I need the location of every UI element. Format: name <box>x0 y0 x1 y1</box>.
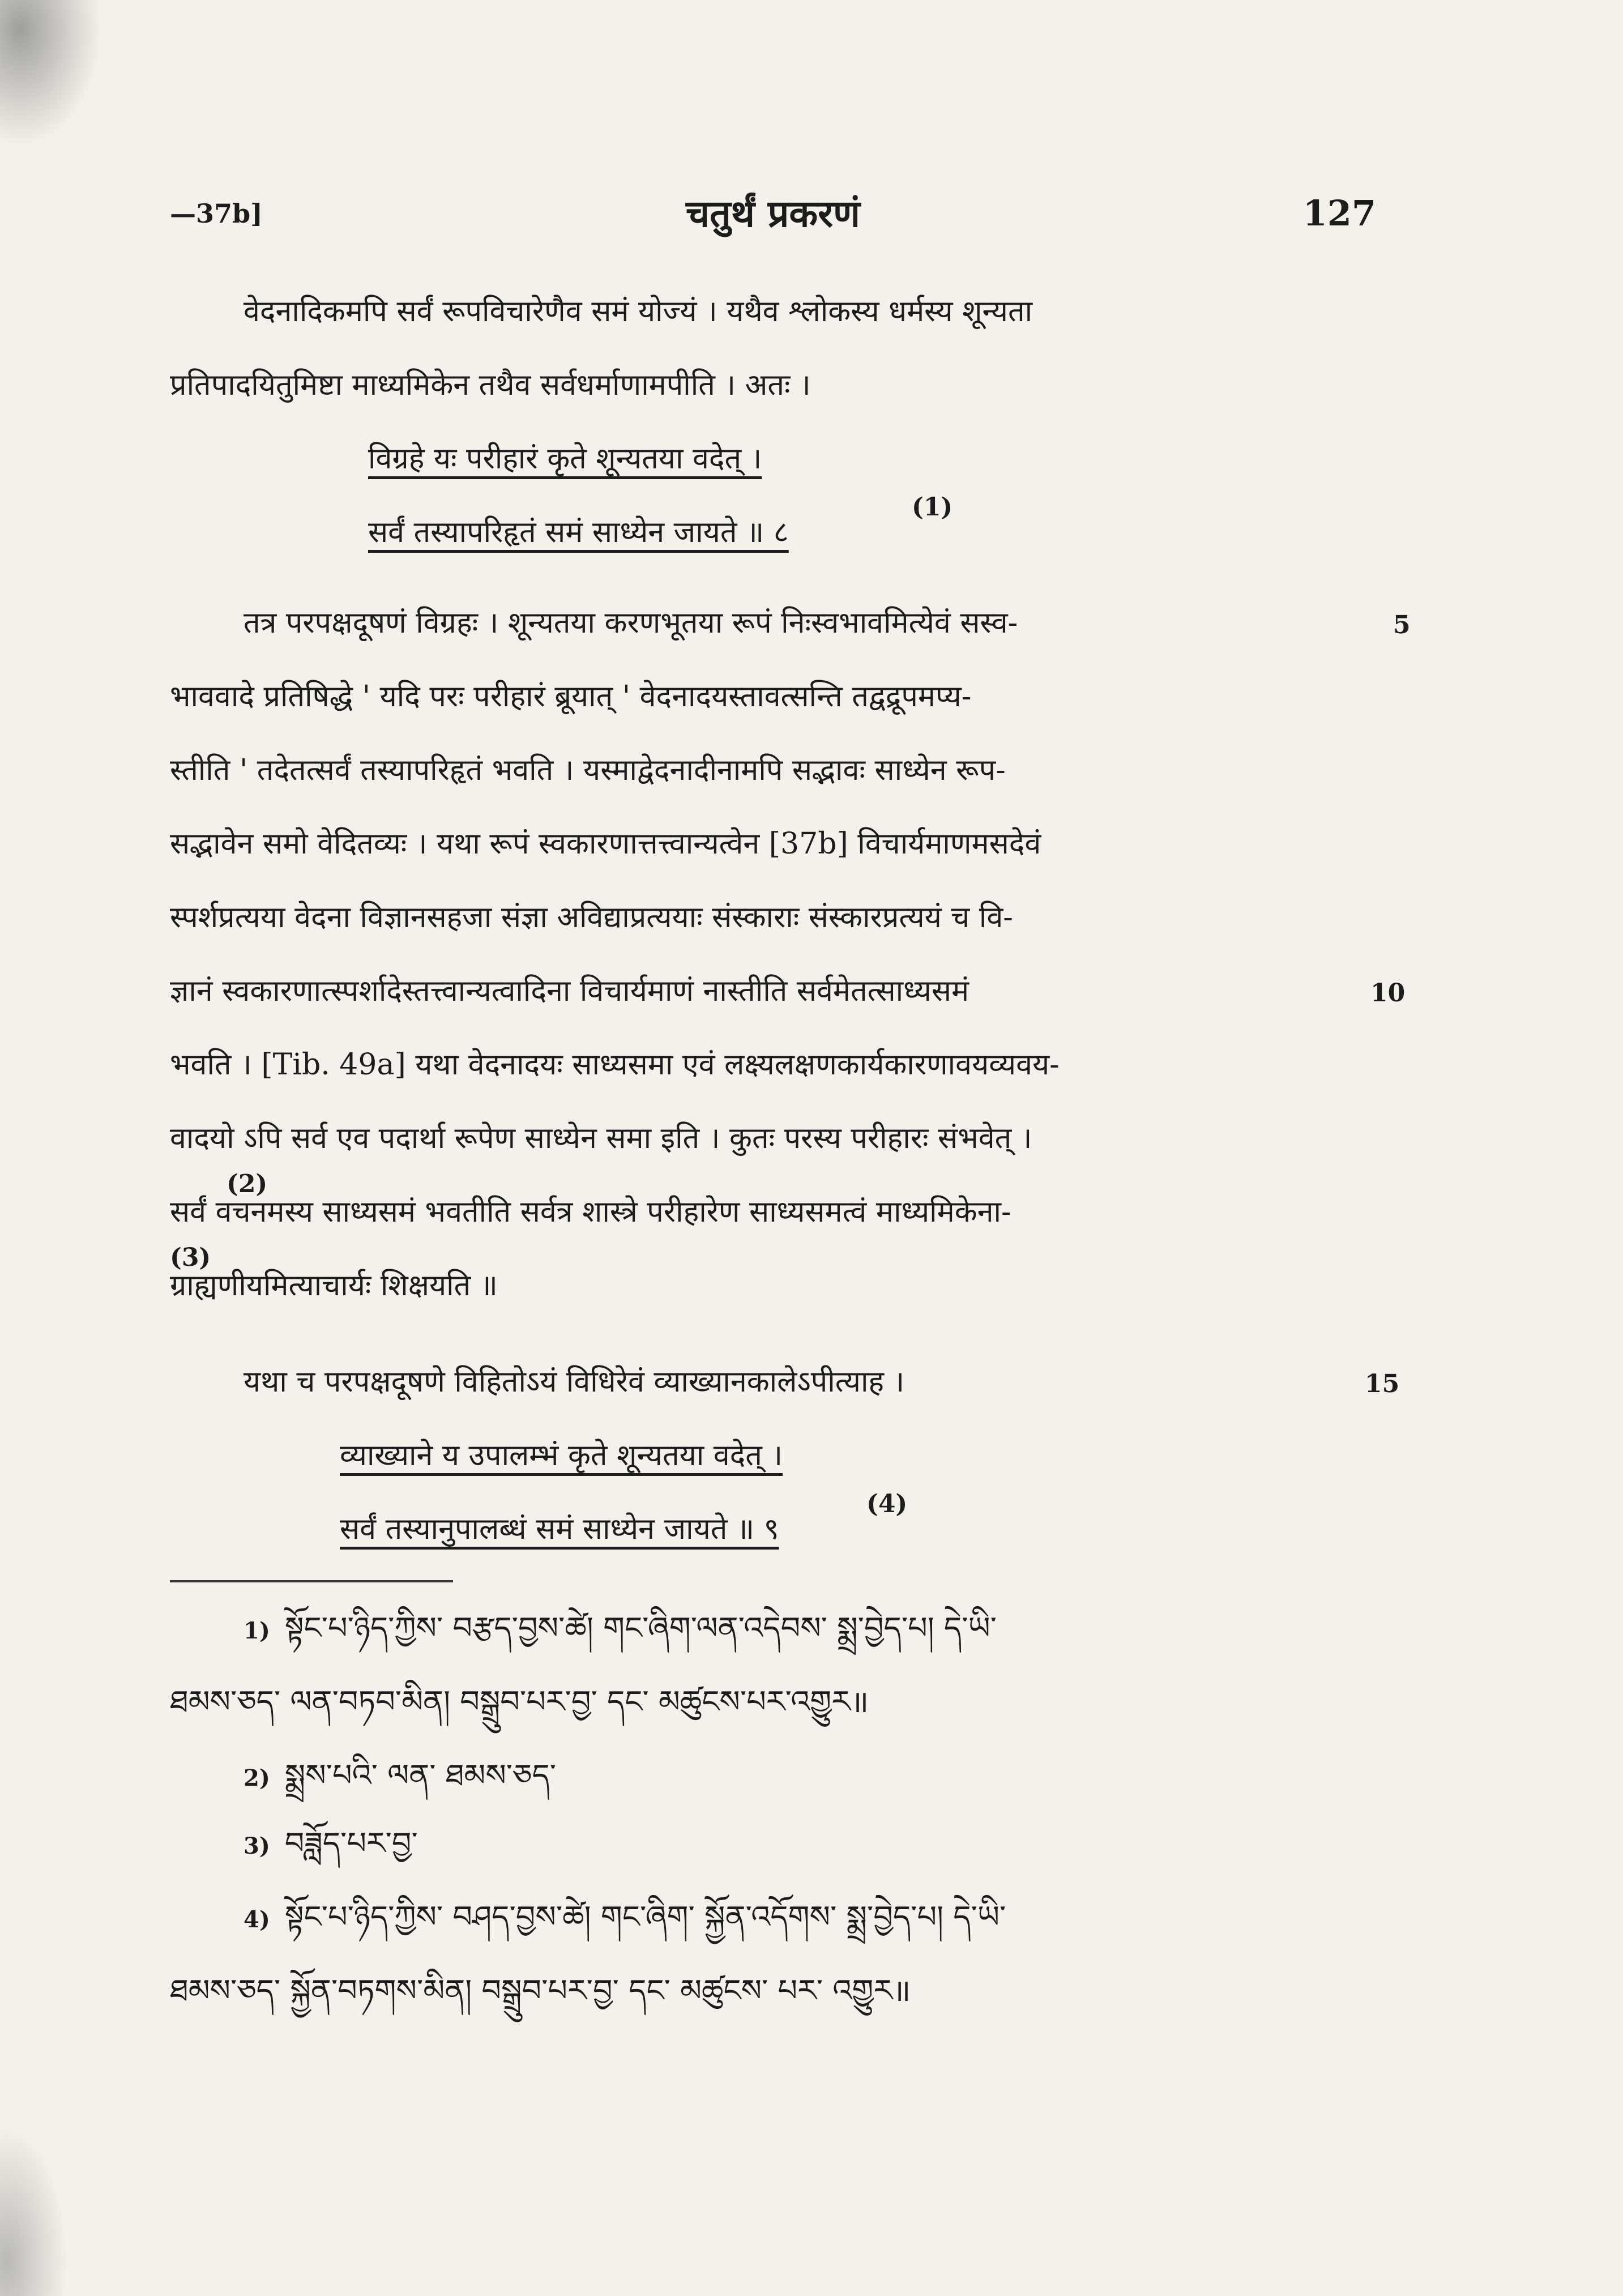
verse-line: विग्रहे यः परीहारं कृते शून्यतया वदेत् । <box>368 442 762 476</box>
body-line: तत्र परपक्षदूषणं विग्रहः । शून्यतया करणभूतया रूपं निःस्वभावमित्येवं सस्व- <box>244 606 1018 640</box>
footnote-label: 3) <box>244 1833 270 1859</box>
body-line: सद्भावेन समो वेदितव्यः । यथा रूपं स्वकारणात्तत्त्वान्यत्वेन [37b] विचार्यमाणमसदेवं <box>170 827 1041 861</box>
footnote-2 <box>244 1750 556 1804</box>
body-line: प्रतिपादयितुमिष्टा माध्यमिकेन तथैव सर्वधर्माणामपीति । अतः । <box>170 368 811 402</box>
running-header <box>170 187 1376 249</box>
scan-shadow-bottom <box>0 2126 68 2296</box>
footnote-text: སྟོང་པ་ཉིད་ཀྱིས་ བཤད་བྱས་ཚེ། གང་ཞིག་ སྐྱོན་འདོགས་ སྨྲ་བྱེད་པ། དེ་ཡི་ <box>284 1899 1006 1935</box>
verse-line: सर्वं तस्यापरिहृतं समं साध्येन जायते ॥ ८ <box>368 515 789 549</box>
body-line: वादयो ऽपि सर्व एव पदार्था रूपेण साध्येन समा इति । कुतः परस्य परीहारः संभवेत् । <box>170 1121 1032 1155</box>
folio-reference: —37b] <box>170 198 263 229</box>
margin-line-number: 5 <box>1393 611 1411 639</box>
footnote-text: སྨྲས་པའི་ ལན་ ཐམས་ཅད་ <box>284 1757 557 1793</box>
margin-line-number: 10 <box>1370 979 1406 1008</box>
body-line: ग्राह्यणीयमित्याचार्यः शिक्षयति ॥ <box>170 1269 498 1303</box>
body-line: वेदनादिकमपि सर्वं रूपविचारेणैव समं योज्यं । यथैव श्लोकस्य धर्मस्य शून्यता <box>244 295 1033 328</box>
verse-line: व्याख्याने य उपालम्भं कृते शून्यतया वदेत् । <box>340 1439 783 1473</box>
page-title: चतुर्थं प्रकरणं <box>686 191 860 236</box>
note-mark: (2) <box>227 1170 268 1198</box>
note-mark: (3) <box>170 1243 211 1272</box>
footnote-rule <box>170 1580 453 1582</box>
footnote-label: 1) <box>244 1618 270 1644</box>
footnote-label: 2) <box>244 1765 270 1791</box>
footnote-1-continued <box>170 1676 869 1727</box>
body-line: भवति । [Tib. 49a] यथा वेदनादयः साध्यसमा एवं लक्ष्यलक्षणकार्यकारणावयव्यवय- <box>170 1048 1060 1082</box>
margin-line-number: 15 <box>1365 1369 1400 1398</box>
scan-shadow-top <box>0 0 102 147</box>
note-mark: (4) <box>866 1490 908 1518</box>
body-line: स्तीति ' तदेतत्सर्वं तस्यापरिहृतं भवति । यस्माद्वेदनादीनामपि सद्भावः साध्येन रूप- <box>170 753 1006 787</box>
footnote-text: བཟློད་པར་བྱ་ <box>284 1825 418 1861</box>
body-line: यथा च परपक्षदूषणे विहितोऽयं विधिरेवं व्याख्यानकालेऽपीत्याह । <box>244 1365 905 1399</box>
note-mark: (1) <box>912 493 953 522</box>
footnote-text: ཐམས་ཅད་ སྐྱོན་བཏགས་མིན། བསྒྲུབ་པར་བྱ་ དང་ མཚུངས་ པར་ འགྱུར॥ <box>170 1973 911 2008</box>
footnote-text: སྟོང་པ་ཉིད་ཀྱིས་ བརྩད་བྱས་ཚེ། གང་ཞིག་ལན་འདེབས་ སྨྲ་བྱེད་པ། དེ་ཡི་ <box>284 1610 997 1646</box>
footnote-4 <box>244 1892 1006 1945</box>
footnote-text: ཐམས་ཅད་ ལན་བཏབ་མིན། བསྒྲུབ་པར་བྱ་ དང་ མཚུངས་པར་འགྱུར॥ <box>170 1684 869 1719</box>
footnote-1 <box>244 1603 997 1657</box>
body-line: स्पर्शप्रत्यया वेदना विज्ञानसहजा संज्ञा अविद्याप्रत्ययाः संस्काराः संस्कारप्रत्ययं च वि- <box>170 901 1013 934</box>
page-number: 127 <box>1302 193 1376 234</box>
footnote-3 <box>244 1818 418 1872</box>
body-line: ज्ञानं स्वकारणात्स्पर्शादेस्तत्त्वान्यत्वादिना विचार्यमाणं नास्तीति सर्वमेतत्साध्यसमं <box>170 974 969 1008</box>
footnote-4-continued <box>170 1965 911 2016</box>
body-line: भाववादे प्रतिषिद्धे ' यदि परः परीहारं ब्रूयात् ' वेदनादयस्तावत्सन्ति तद्वद्रूपमप्य- <box>170 680 972 714</box>
footnote-label: 4) <box>244 1906 270 1933</box>
body-line: सर्वं वचनमस्य साध्यसमं भवतीति सर्वत्र शास्त्रे परीहारेण साध्यसमत्वं माध्यमिकेना- <box>170 1195 1011 1229</box>
verse-line: सर्वं तस्यानुपालब्धं समं साध्येन जायते ॥ ९ <box>340 1512 779 1546</box>
